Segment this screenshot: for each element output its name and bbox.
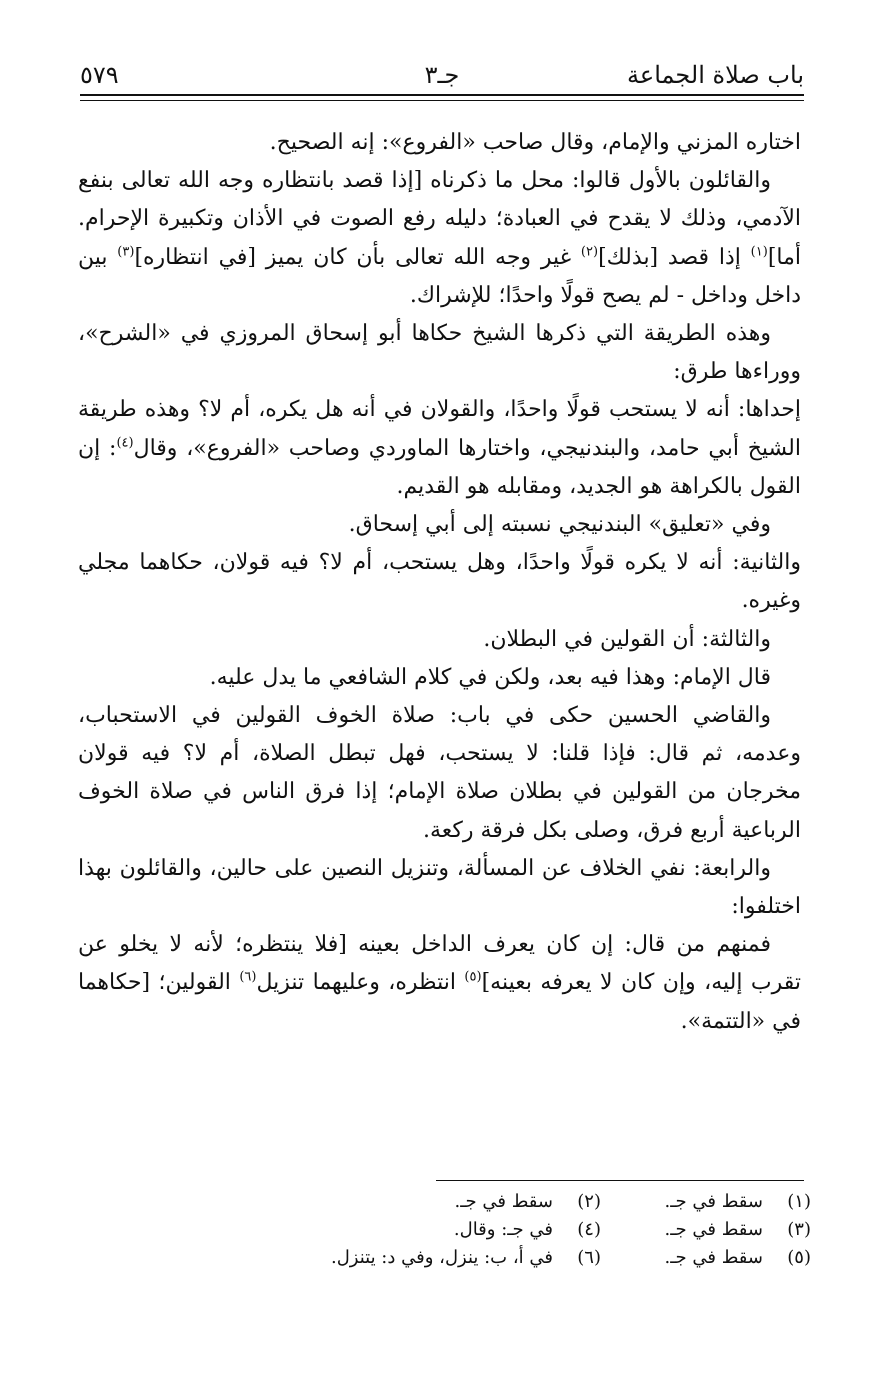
footnote-text: سقط في جـ. <box>454 1191 553 1212</box>
footnote-6 <box>261 1244 601 1272</box>
chapter-title: باب صلاة الجماعة <box>627 61 804 89</box>
footnote-text: في أ، ب: ينزل، وفي د: يتنزل. <box>330 1247 553 1268</box>
footnote-2 <box>261 1188 601 1216</box>
paragraph-4 <box>78 391 801 506</box>
footnote-separator <box>436 1180 804 1181</box>
body-text <box>78 124 801 1041</box>
footnote-number: (٦) <box>577 1247 601 1268</box>
paragraph-7 <box>78 621 801 659</box>
paragraph-6-text: والثانية: أنه لا يكره قولًا واحدًا، وهل يستحب، أم لا؟ فيه قولان، حكاهما مجلي وغيره. <box>78 550 801 614</box>
header-rule-thick <box>80 94 804 96</box>
paragraph-11-text-a: فمنهم من قال: إن كان يعرف الداخل بعينه [فلا ينتظره؛ لأنه لا يخلو عن تقرب إليه، وإن كان لا يعرفه بعينه] <box>78 932 802 996</box>
footnote-number: (١) <box>787 1191 811 1212</box>
paragraph-6 <box>78 544 801 620</box>
paragraph-2-text-c: غير وجه الله تعالى بأن كان يميز [في انتظاره] <box>134 244 581 270</box>
footnote-text: سقط في جـ. <box>664 1219 763 1240</box>
paragraph-10-text: والرابعة: نفي الخلاف عن المسألة، وتنزيل النصين على حالين، والقائلون بهذا اختلفوا: <box>78 855 801 920</box>
footnote-ref-6[interactable]: (٦) <box>239 970 257 986</box>
footnote-text: سقط في جـ. <box>664 1247 763 1268</box>
paragraph-4-text-a: إحداها: أنه لا يستحب قولًا واحدًا، والقولان في أنه هل يكره، أم لا؟ وهذه طريقة الشيخ أبي حامد، والبندنيجي، واختارها الماوردي وصاحب «الفروع»، وقال <box>78 397 801 461</box>
paragraph-7-text: والثالثة: أن القولين في البطلان. <box>483 626 771 652</box>
footnote-5 <box>601 1244 811 1272</box>
paragraph-1-text: اختاره المزني والإمام، وقال صاحب «الفروع»: إنه الصحيح. <box>269 130 801 155</box>
paragraph-2 <box>78 162 801 315</box>
paragraph-11-text-c: القولين؛ [حكاهما في «التتمة». <box>78 970 801 1034</box>
paragraph-1 <box>78 124 801 162</box>
paragraph-5 <box>78 506 801 544</box>
volume-label: جـ٣ <box>424 61 460 89</box>
paragraph-2-text-d: بين داخل وداخل - لم يصح قولًا واحدًا؛ للإشراك. <box>78 244 801 308</box>
paragraph-11 <box>78 926 801 1041</box>
paragraph-2-text-b: إذا قصد [بذلك] <box>598 244 751 270</box>
footnote-row <box>251 1244 811 1272</box>
footnote-3 <box>601 1216 811 1244</box>
footnote-1 <box>601 1188 811 1216</box>
paragraph-9 <box>78 697 801 850</box>
paragraph-8-text: قال الإمام: وهذا فيه بعد، ولكن في كلام الشافعي ما يدل عليه. <box>209 664 771 690</box>
footnote-text: سقط في جـ. <box>664 1191 763 1212</box>
paragraph-9-text: والقاضي الحسين حكى في باب: صلاة الخوف القولين في الاستحباب، وعدمه، ثم قال: فإذا قلنا: لا يستحب، فهل تبطل الصلاة، أم لا؟ فيه قولان مخرجان من القولين في بطلان صلاة الإمام؛ إذا فرق الناس في صلاة الخوف الرباعية أربع فرق، وصلى بكل فرقة ركعة. <box>78 703 801 843</box>
footnotes <box>251 1188 811 1272</box>
paragraph-2-text-a: والقائلون بالأول قالوا: محل ما ذكرناه [إذا قصد بانتظاره وجه الله تعالى بنفع الآدمي، وذلك لا يقدح في العبادة؛ دليله رفع الصوت في الأذان وتكبيرة الإحرام. أما] <box>78 168 801 270</box>
footnote-row <box>251 1216 811 1244</box>
paragraph-8 <box>78 659 801 697</box>
footnote-number: (٤) <box>577 1219 601 1240</box>
footnote-ref-4[interactable]: (٤) <box>116 435 134 451</box>
footnote-ref-2[interactable]: (٢) <box>580 244 599 260</box>
paragraph-5-text: وفي «تعليق» البندنيجي نسبته إلى أبي إسحاق. <box>348 512 771 538</box>
footnote-number: (٢) <box>577 1191 601 1212</box>
footnote-number: (٣) <box>787 1219 811 1240</box>
header-rule-thin <box>80 100 804 101</box>
paragraph-4-text-b: : إن القول بالكراهة هو الجديد، ومقابله هو القديم. <box>78 435 801 499</box>
footnote-ref-3[interactable]: (٣) <box>117 244 135 260</box>
footnote-ref-5[interactable]: (٥) <box>464 970 482 986</box>
paragraph-3 <box>78 315 801 391</box>
paragraph-11-text-b: انتظره، وعليهما تنزيل <box>256 970 465 996</box>
footnote-row <box>251 1188 811 1216</box>
footnote-ref-1[interactable]: (١) <box>750 244 768 260</box>
page-header <box>80 58 804 92</box>
paragraph-3-text: وهذه الطريقة التي ذكرها الشيخ حكاها أبو إسحاق المروزي في «الشرح»، ووراءها طرق: <box>78 321 801 385</box>
paragraph-10 <box>78 850 801 926</box>
footnote-4 <box>261 1216 601 1244</box>
footnote-text: في جـ: وقال. <box>453 1219 553 1240</box>
page-number: ٥٧٩ <box>80 61 119 89</box>
footnote-number: (٥) <box>787 1247 811 1268</box>
